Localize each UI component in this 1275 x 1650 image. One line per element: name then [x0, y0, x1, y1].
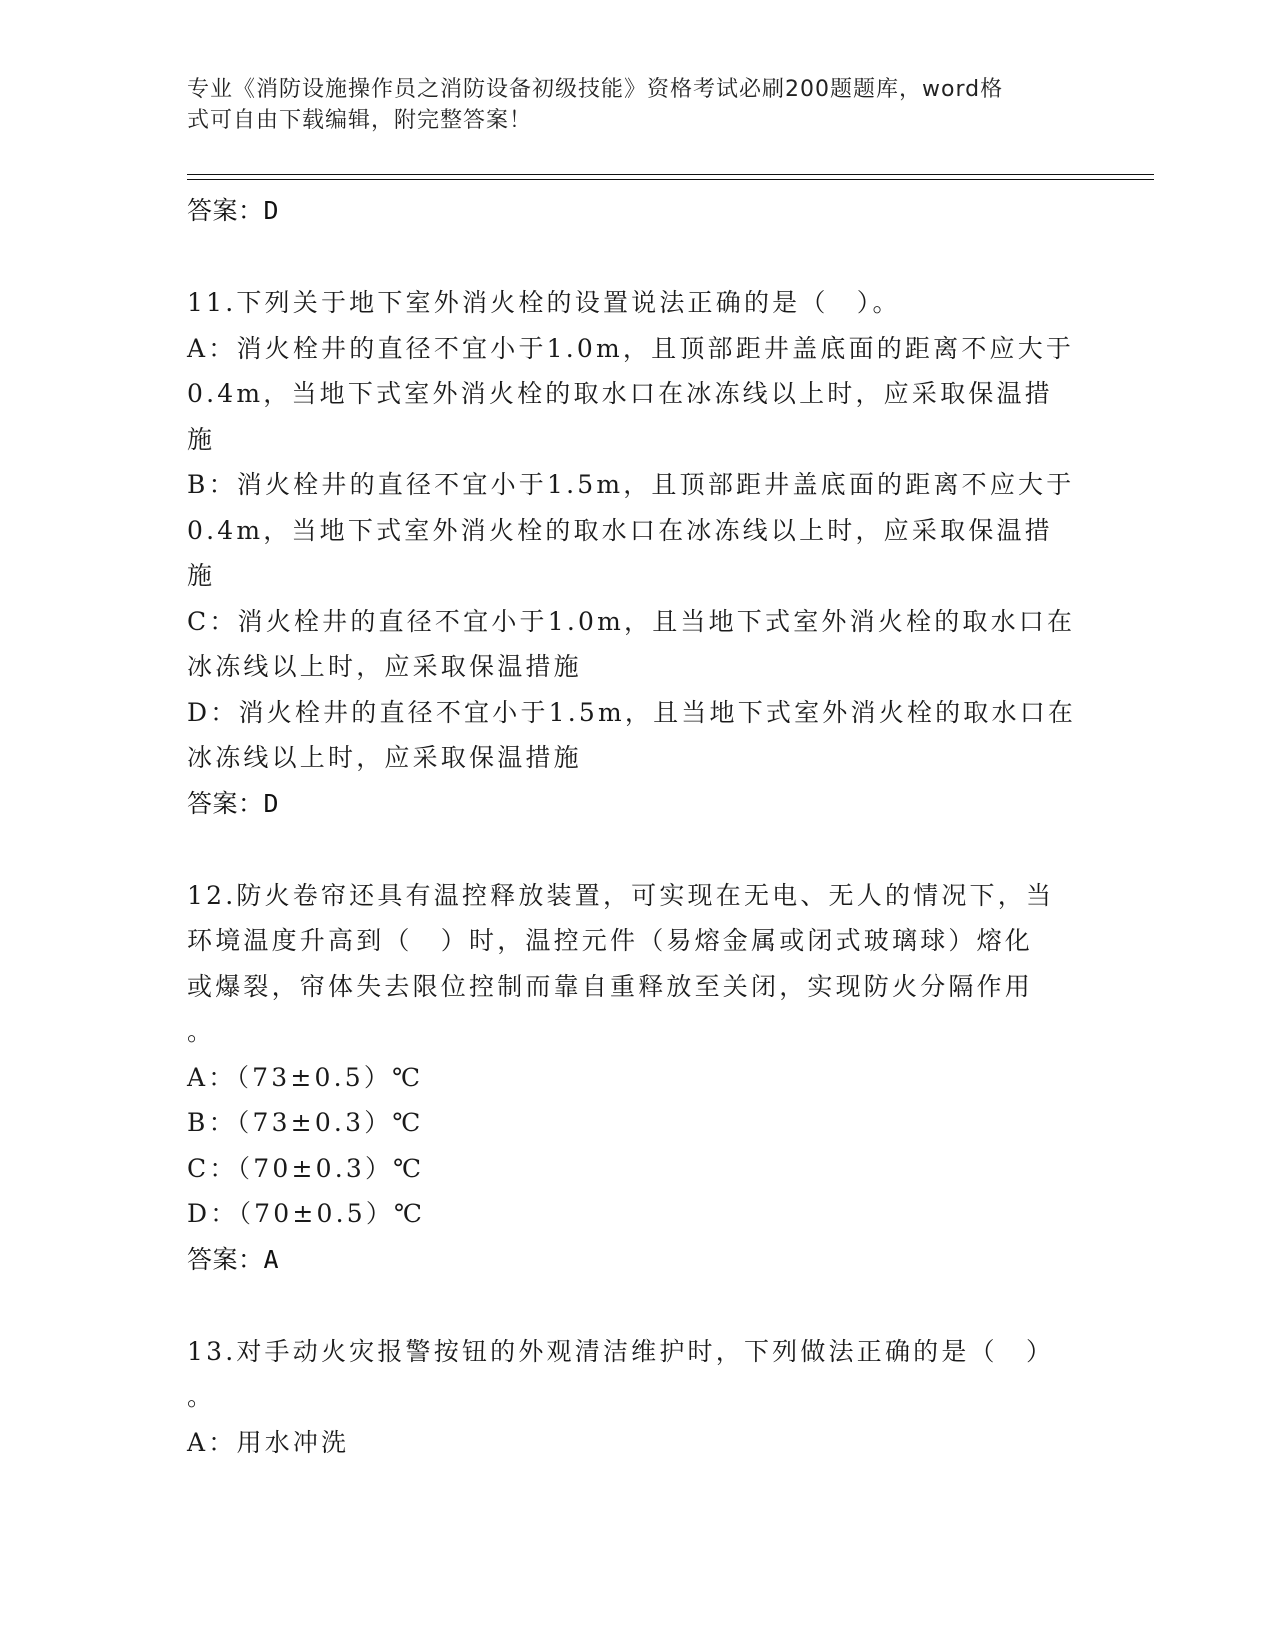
option-a — [187, 326, 1087, 463]
answer-line — [187, 188, 1157, 234]
option-line: D：消火栓井的直径不宜小于1.5m，且当地下式室外消火栓的取水口在 — [187, 697, 1077, 727]
answer-value: D — [263, 788, 280, 818]
option-line: B：消火栓井的直径不宜小于1.5m，且顶部距井盖底面的距离不应大于 — [187, 470, 1075, 499]
option-a — [187, 1420, 1087, 1466]
option-b — [187, 1100, 1087, 1146]
stem-line: 。 — [187, 1017, 216, 1046]
question-stem — [187, 1329, 1087, 1420]
option-line: 施 — [187, 424, 216, 454]
header-line: 专业《消防设施操作员之消防设备初级技能》资格考试必刷200题题库，word格 — [187, 77, 1004, 102]
option-c — [187, 1146, 1087, 1192]
answer-value: A — [263, 1244, 280, 1274]
option-line: A：用水冲洗 — [187, 1427, 350, 1457]
document-page — [187, 74, 1157, 1465]
header-line: 式可自由下载编辑，附完整答案！ — [187, 108, 533, 133]
option-line: D：（70±0.5）℃ — [187, 1199, 426, 1228]
option-b — [187, 462, 1087, 599]
option-line: 冰冻线以上时，应采取保温措施 — [187, 743, 582, 772]
answer-label: 答案： — [187, 1244, 264, 1274]
option-line: 0.4m，当地下式室外消火栓的取水口在冰冻线以上时，应采取保温措 — [187, 379, 1053, 408]
answer-line — [187, 781, 1157, 827]
stem-line: 。 — [187, 1382, 216, 1411]
header-divider — [187, 174, 1154, 180]
option-line: 施 — [187, 561, 216, 590]
option-line: 0.4m，当地下式室外消火栓的取水口在冰冻线以上时，应采取保温措 — [187, 515, 1053, 545]
stem-line: 12.防火卷帘还具有温控释放装置，可实现在无电、无人的情况下，当 — [187, 880, 1055, 910]
option-line: C：（70±0.3）℃ — [187, 1153, 425, 1183]
document-header — [187, 74, 1067, 136]
option-d — [187, 1191, 1087, 1237]
stem-line: 13.对手动火灾报警按钮的外观清洁维护时，下列做法正确的是（ ） — [187, 1336, 1055, 1366]
stem-line: 或爆裂，帘体失去限位控制而靠自重释放至关闭，实现防火分隔作用 — [187, 971, 1034, 1001]
option-line: C：消火栓井的直径不宜小于1.0m，且当地下式室外消火栓的取水口在 — [187, 606, 1076, 636]
option-line: 冰冻线以上时，应采取保温措施 — [187, 652, 582, 681]
option-d — [187, 690, 1087, 781]
stem-line: 环境温度升高到（ ）时，温控元件（易熔金属或闭式玻璃球）熔化 — [187, 926, 1034, 955]
option-line: B：（73±0.3）℃ — [187, 1108, 424, 1137]
stem-line: 11.下列关于地下室外消火栓的设置说法正确的是（ ）。 — [187, 288, 901, 317]
option-a — [187, 1055, 1087, 1101]
answer-value: D — [263, 196, 280, 225]
answer-line — [187, 1237, 1157, 1283]
question-stem — [187, 280, 1087, 326]
option-line: A：消火栓井的直径不宜小于1.0m，且顶部距井盖底面的距离不应大于 — [187, 333, 1075, 363]
answer-label: 答案： — [187, 196, 264, 225]
option-c — [187, 599, 1087, 690]
answer-label: 答案： — [187, 788, 264, 818]
option-line: A：（73±0.5）℃ — [187, 1062, 424, 1092]
question-stem — [187, 873, 1087, 1055]
